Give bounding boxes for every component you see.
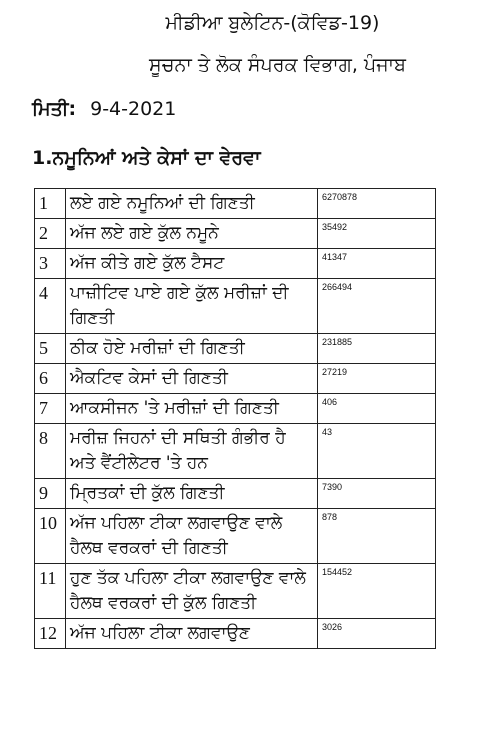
row-label: ਮਰੀਜ਼ ਜਿਹਨਾਂ ਦੀ ਸਥਿਤੀ ਗੰਭੀਰ ਹੈ ਅਤੇ ਵੈਂਟੀਲੇਟਰ 'ਤੇ ਹਨ xyxy=(66,424,318,479)
row-value: 35492 xyxy=(318,219,436,249)
row-number: 9 xyxy=(35,479,66,509)
row-number: 10 xyxy=(35,509,66,564)
row-value: 6270878 xyxy=(318,189,436,219)
row-value: 266494 xyxy=(318,279,436,334)
date-label: ਮਿਤੀ: xyxy=(32,98,77,120)
stats-table-body xyxy=(35,189,436,649)
row-label: ਅੱਜ ਪਹਿਲਾ ਟੀਕਾ ਲਗਵਾਉਣ ਵਾਲੇ ਹੈਲਥ ਵਰਕਰਾਂ ਦੀ ਗਿਣਤੀ xyxy=(66,509,318,564)
section-title: 1.ਨਮੂਨਿਆਂ ਅਤੇ ਕੇਸਾਂ ਦਾ ਵੇਰਵਾ xyxy=(32,147,261,169)
table-row xyxy=(35,334,436,364)
table-row xyxy=(35,279,436,334)
row-value: 878 xyxy=(318,509,436,564)
row-value: 7390 xyxy=(318,479,436,509)
row-label: ਮ੍ਰਿਤਕਾਂ ਦੀ ਕੁੱਲ ਗਿਣਤੀ xyxy=(66,479,318,509)
row-value: 3026 xyxy=(318,619,436,649)
date-value: 9-4-2021 xyxy=(90,98,177,120)
row-number: 2 xyxy=(35,219,66,249)
row-label: ਆਕਸੀਜਨ 'ਤੇ ਮਰੀਜ਼ਾਂ ਦੀ ਗਿਣਤੀ xyxy=(66,394,318,424)
row-label: ਅੱਜ ਪਹਿਲਾ ਟੀਕਾ ਲਗਵਾਉਣ xyxy=(66,619,318,649)
table-row xyxy=(35,424,436,479)
row-number: 4 xyxy=(35,279,66,334)
row-number: 3 xyxy=(35,249,66,279)
row-label: ਅੱਜ ਕੀਤੇ ਗਏ ਕੁੱਲ ਟੈਸਟ xyxy=(66,249,318,279)
table-row xyxy=(35,219,436,249)
row-value: 27219 xyxy=(318,364,436,394)
bulletin-title: ਮੀਡੀਆ ਬੁਲੇਟਿਨ-(ਕੋਵਿਡ-19) xyxy=(165,12,380,34)
row-label: ਅੱਜ ਲਏ ਗਏ ਕੁੱਲ ਨਮੂਨੇ xyxy=(66,219,318,249)
table-row xyxy=(35,564,436,619)
row-number: 1 xyxy=(35,189,66,219)
row-value: 406 xyxy=(318,394,436,424)
row-number: 11 xyxy=(35,564,66,619)
table-row xyxy=(35,189,436,219)
table-row xyxy=(35,364,436,394)
row-value: 154452 xyxy=(318,564,436,619)
row-label: ਹੁਣ ਤੱਕ ਪਹਿਲਾ ਟੀਕਾ ਲਗਵਾਉਣ ਵਾਲੇ ਹੈਲਥ ਵਰਕਰਾਂ ਦੀ ਕੁੱਲ ਗਿਣਤੀ xyxy=(66,564,318,619)
table-row xyxy=(35,479,436,509)
row-label: ਐਕਟਿਵ ਕੇਸਾਂ ਦੀ ਗਿਣਤੀ xyxy=(66,364,318,394)
table-row xyxy=(35,619,436,649)
table-row xyxy=(35,509,436,564)
table-row xyxy=(35,249,436,279)
row-number: 8 xyxy=(35,424,66,479)
row-value: 41347 xyxy=(318,249,436,279)
row-number: 12 xyxy=(35,619,66,649)
row-number: 6 xyxy=(35,364,66,394)
row-label: ਠੀਕ ਹੋਏ ਮਰੀਜ਼ਾਂ ਦੀ ਗਿਣਤੀ xyxy=(66,334,318,364)
row-value: 43 xyxy=(318,424,436,479)
date-line xyxy=(32,96,176,122)
stats-table xyxy=(34,188,436,649)
table-row xyxy=(35,394,436,424)
row-value: 231885 xyxy=(318,334,436,364)
row-label: ਪਾਜ਼ੀਟਿਵ ਪਾਏ ਗਏ ਕੁੱਲ ਮਰੀਜ਼ਾਂ ਦੀ ਗਿਣਤੀ xyxy=(66,279,318,334)
row-number: 7 xyxy=(35,394,66,424)
row-label: ਲਏ ਗਏ ਨਮੂਨਿਆਂ ਦੀ ਗਿਣਤੀ xyxy=(66,189,318,219)
row-number: 5 xyxy=(35,334,66,364)
department-name: ਸੂਚਨਾ ਤੇ ਲੋਕ ਸੰਪਰਕ ਵਿਭਾਗ, ਪੰਜਾਬ xyxy=(149,54,406,76)
